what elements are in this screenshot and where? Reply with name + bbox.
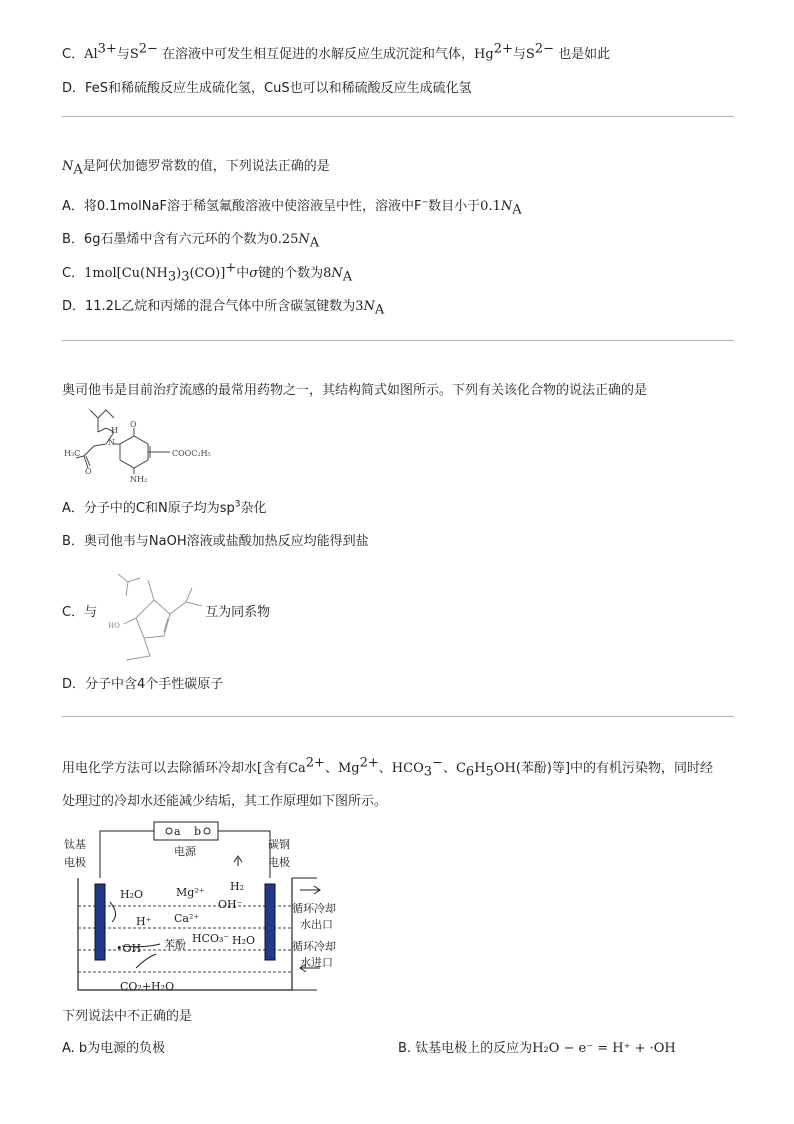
svg-text:HCO₃⁻: HCO₃⁻ bbox=[192, 932, 230, 945]
svg-text:循环冷却: 循环冷却 bbox=[292, 902, 336, 915]
divider bbox=[62, 340, 734, 341]
svg-text:NH₂: NH₂ bbox=[130, 475, 148, 484]
question-elec-stem: 用电化学方法可以去除循环冷却水[含有$Ca^{2+}$、$Mg^{2+}$、$HCO_3^-$、$C_6H_5OH$(苯酚)等]中的有机污染物，同时经 bbox=[62, 755, 714, 780]
svg-text:a: a bbox=[174, 825, 181, 838]
divider bbox=[62, 116, 734, 117]
svg-text:水进口: 水进口 bbox=[300, 956, 333, 969]
svg-text:H: H bbox=[111, 426, 118, 435]
svg-text:电源: 电源 bbox=[174, 845, 196, 858]
svg-text:碳钢: 碳钢 bbox=[268, 838, 290, 851]
divider bbox=[62, 716, 734, 717]
svg-text:Ca²⁺: Ca²⁺ bbox=[174, 912, 200, 925]
svg-text:钛基: 钛基 bbox=[64, 838, 86, 851]
svg-text:水出口: 水出口 bbox=[300, 918, 333, 931]
svg-text:电极: 电极 bbox=[64, 856, 86, 869]
svg-text:CO₂+H₂O: CO₂+H₂O bbox=[120, 980, 175, 993]
svg-text:H⁺: H⁺ bbox=[136, 915, 152, 928]
svg-text:H₂: H₂ bbox=[230, 880, 245, 893]
svg-text:HO: HO bbox=[108, 622, 120, 630]
svg-text:OH⁻: OH⁻ bbox=[218, 898, 243, 911]
svg-text:H₂O: H₂O bbox=[120, 888, 144, 901]
question-elec-stem-2: 处理过的冷却水还能减少结垢，其工作原理如下图所示。 bbox=[62, 794, 388, 809]
svg-text:H₂O: H₂O bbox=[232, 934, 256, 947]
svg-text:COOC₂H₅: COOC₂H₅ bbox=[172, 449, 211, 458]
svg-text:O: O bbox=[85, 467, 92, 476]
option-c-prev: C．$Al^{3+}$与$S^{2-}$ 在溶液中可发生相互促进的水解反应生成沉淀和气体，$Hg^{2+}$与$S^{2-}$ 也是如此 bbox=[62, 41, 611, 62]
question-drug-stem: 奥司他韦是目前治疗流感的最常用药物之一，其结构简式如图所示。下列有关该化合物的说法正确的是 bbox=[62, 383, 648, 398]
option-d: D．11.2L乙烷和丙烯的混合气体中所含碳氢键数为$3N_A$ bbox=[62, 299, 385, 318]
svg-text:苯酚: 苯酚 bbox=[164, 938, 186, 951]
option-b: B．奥司他韦与NaOH溶液或盐酸加热反应均能得到盐 bbox=[62, 534, 369, 549]
homolog-structure bbox=[98, 566, 218, 670]
option-b: B．6g石墨烯中含有六元环的个数为$0.25N_A$ bbox=[62, 232, 320, 251]
option-a: A. b为电源的负极 bbox=[62, 1041, 166, 1056]
option-c: C．与 互为同系物 bbox=[62, 605, 271, 620]
svg-text:•OH: •OH bbox=[116, 942, 142, 955]
question-elec-sub: 下列说法中不正确的是 bbox=[62, 1009, 193, 1024]
svg-text:电极: 电极 bbox=[268, 856, 290, 869]
svg-text:O: O bbox=[130, 420, 137, 429]
svg-text:b: b bbox=[194, 825, 202, 838]
electrolysis-diagram bbox=[62, 818, 362, 1002]
oseltamivir-structure bbox=[62, 404, 232, 484]
option-a: A．将0.1molNaF溶于稀氢氟酸溶液中使溶液呈中性，溶液中F−数目小于$0.1N_A$ bbox=[62, 197, 522, 218]
option-a: A．分子中的C和N原子均为$sp^3$杂化 bbox=[62, 499, 267, 516]
option-c: C．$1mol[Cu(NH_3)_3(CO)]^+$中σ键的个数为$8N_A$ bbox=[62, 260, 353, 285]
svg-text:Mg²⁺: Mg²⁺ bbox=[176, 886, 205, 899]
question-na-stem: $N_A$是阿伏加德罗常数的值，下列说法正确的是 bbox=[62, 159, 330, 178]
svg-text:H₃C: H₃C bbox=[64, 449, 81, 458]
svg-text:N: N bbox=[108, 438, 115, 447]
option-d: D．分子中含4个手性碳原子 bbox=[62, 677, 224, 692]
svg-text:循环冷却: 循环冷却 bbox=[292, 940, 336, 953]
option-d-prev: D．FeS和稀硫酸反应生成硫化氢，CuS也可以和稀硫酸反应生成硫化氢 bbox=[62, 81, 472, 96]
option-b: B. 钛基电极上的反应为H₂O − e⁻ = H⁺ + ·OH bbox=[398, 1041, 676, 1056]
